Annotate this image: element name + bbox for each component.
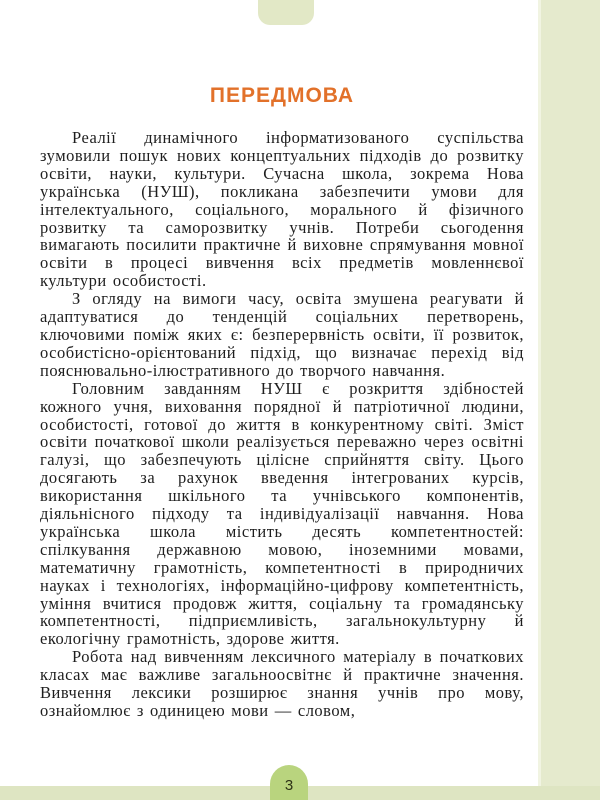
paragraph-4: Робота над вивченням лексичного матеріалу в початкових класах має важливе загальноосвітнє й практичне значення. Вивчення лексики розширює знання учнів про мову, ознайомлює з одиницею мови — словом, (40, 647, 524, 720)
page-title: ПЕРЕДМОВА (209, 84, 355, 107)
page-number-tab (270, 765, 308, 800)
top-tab-decoration (258, 0, 314, 25)
page-number: 3 (284, 777, 294, 794)
right-margin-strip (538, 0, 600, 800)
paragraph-2: З огляду на вимоги часу, освіта змушена реагувати й адаптуватися до тенденцій соціальних перетворень, ключовими поміж яких є: безперервність освіти, її розвиток, особистісно-орієнтований підхід, що визначає перехід від пояснювально-ілюстративного до творчого навчання. (40, 289, 524, 380)
paragraph-1: Реалії динамічного інформатизованого суспільства зумовили пошук нових концептуальних підходів до розвитку освіти, науки, культури. Сучасна школа, зокрема Нова українська (НУШ), покликана забезпечити умови для інтелектуального, соціального, морального й фізичного розвитку та саморозвитку учнів. Потреби сьогодення вимагають посилити практичне й виховне спрямування мовної освіти в процесі вивчення всіх предметів мовленнєвої культури особистості. (40, 128, 524, 291)
paragraph-3: Головним завданням НУШ є розкриття здібностей кожного учня, виховання порядної й патріотичної людини, особистості, готової до життя в конкурентному світі. Зміст освіти початкової школи реалізується переважно через освітні галузі, що забезпечують цілісне сприйняття світу. Цього досягають за рахунок введення інтегрованих курсів, використання шкільного та учнівського компонентів, діяльнісного підходу та індивідуалізації навчання. Нова українська школа містить десять компетентностей: спілкування державною мовою, іноземними мовами, математичну грамотність, компетентності в природничих науках і технологіях, інформаційно-цифрову компетентність, уміння вчитися продовж життя, соціальну та громадянську компетентності, підприємливість, загальнокультурну й екологічну грамотність, здорове життя. (40, 378, 524, 649)
page-content (40, 84, 524, 720)
